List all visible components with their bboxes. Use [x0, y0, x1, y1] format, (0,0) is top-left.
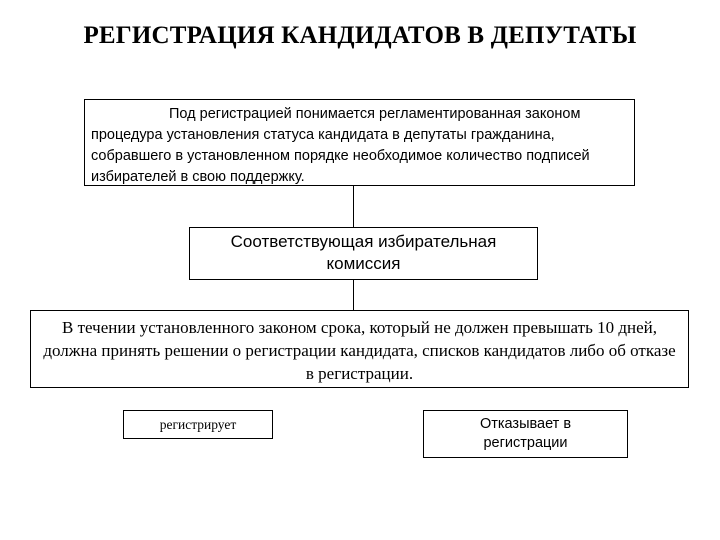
- connector-commission-decision: [353, 280, 354, 310]
- connector-definition-commission: [353, 186, 354, 227]
- outcome-refuses-box: Отказывает в регистрации: [423, 410, 628, 458]
- commission-box: Соответствующая избирательная комиссия: [189, 227, 538, 280]
- decision-box: В течении установленного законом срока, который не должен превышать 10 дней, должна принять решении о регистрации кандидата, списков кандидатов либо об отказе в регистрации.: [30, 310, 689, 388]
- outcome-registers-box: регистрирует: [123, 410, 273, 439]
- definition-box: Под регистрацией понимается регламентированная законом процедура установления статуса кандидата в депутаты гражданина, собравшего в установленном порядке необходимое количество подписей избирателей в свою поддержку.: [84, 99, 635, 186]
- diagram-title: РЕГИСТРАЦИЯ КАНДИДАТОВ В ДЕПУТАТЫ: [83, 22, 637, 49]
